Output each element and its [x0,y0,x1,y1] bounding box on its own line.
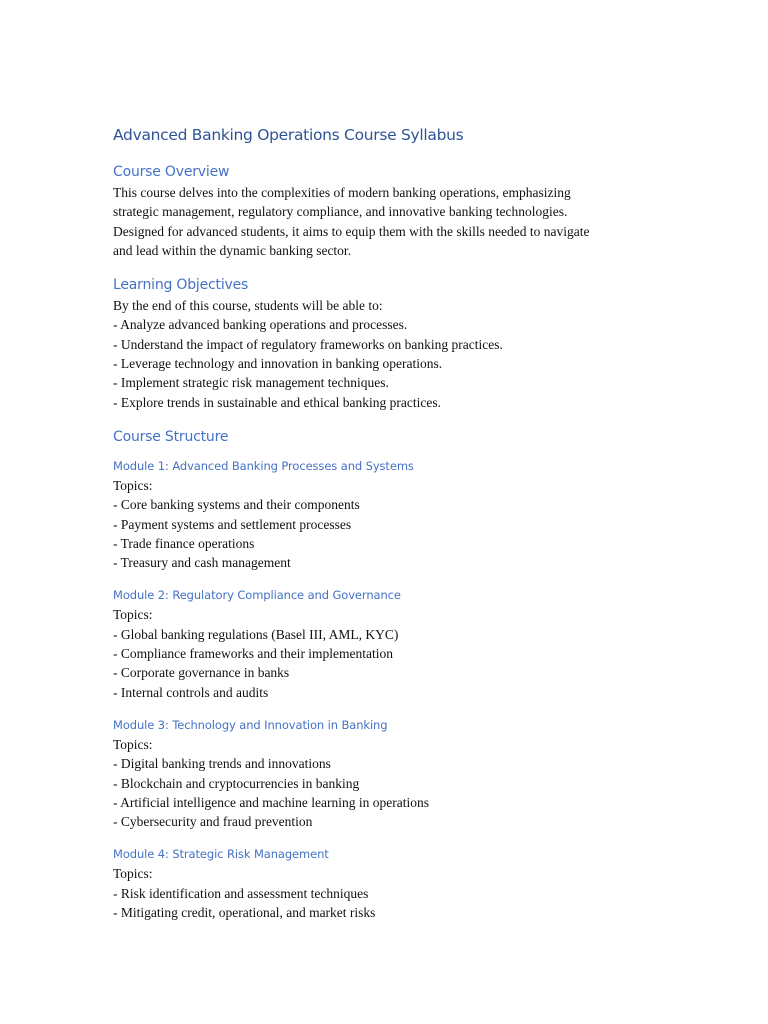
document-title: Advanced Banking Operations Course Syllabus [113,126,464,144]
objectives-intro: By the end of this course, students will be able to: [113,298,383,314]
topic-item: - Mitigating credit, operational, and market risks [113,905,376,921]
module-4 [113,844,653,922]
topic-item: - Treasury and cash management [113,555,291,571]
topic-item: - Global banking regulations (Basel III, AML, KYC) [113,626,399,642]
objective-item: - Implement strategic risk management techniques. [113,375,389,391]
topic-item: - Cybersecurity and fraud prevention [113,814,313,830]
topic-item: - Artificial intelligence and machine learning in operations [113,794,430,810]
overview-line: This course delves into the complexities of modern banking operations, emphasizing [113,185,571,200]
overview-line: and lead within the dynamic banking sector. [113,242,352,258]
document-page [113,122,653,936]
topic-item: - Blockchain and cryptocurrencies in banking [113,775,360,791]
topic-item: - Internal controls and audits [113,684,269,700]
course-structure-heading: Course Structure [113,428,229,445]
module-1-topics [113,476,653,572]
learning-objectives-heading: Learning Objectives [113,277,249,294]
topic-item: - Trade finance operations [113,535,255,551]
course-overview-section [113,161,653,260]
learning-objectives-section [113,274,653,412]
module-3-topics [113,735,653,831]
topic-item: - Risk identification and assessment techniques [113,885,369,901]
module-2-title: Module 2: Regulatory Compliance and Governance [113,588,401,603]
module-3-title: Module 3: Technology and Innovation in Banking [113,717,388,732]
objective-item: - Understand the impact of regulatory frameworks on banking practices. [113,336,503,352]
course-overview-paragraph [113,183,653,260]
topic-item: - Digital banking trends and innovations [113,756,331,772]
overview-line: strategic management, regulatory compliance, and innovative banking technologies. [113,204,568,220]
module-4-topics [113,864,653,922]
topics-label: Topics: [113,607,153,623]
module-4-title: Module 4: Strategic Risk Management [113,847,329,862]
module-1 [113,456,653,572]
objective-item: - Explore trends in sustainable and ethical banking practices. [113,394,442,410]
learning-objectives-list [113,296,653,412]
module-2-topics [113,605,653,701]
objective-item: - Leverage technology and innovation in banking operations. [113,356,443,372]
module-1-title: Module 1: Advanced Banking Processes and Systems [113,458,414,473]
course-structure-section [113,426,653,922]
module-2 [113,585,653,701]
topics-label: Topics: [113,477,153,493]
course-overview-heading: Course Overview [113,164,230,180]
topics-label: Topics: [113,736,153,752]
topic-item: - Compliance frameworks and their implementation [113,646,394,662]
topic-item: - Core banking systems and their components [113,497,360,513]
module-3 [113,715,653,831]
topic-item: - Payment systems and settlement processes [113,516,352,532]
topics-label: Topics: [113,866,153,882]
objective-item: - Analyze advanced banking operations and processes. [113,317,408,333]
overview-line: Designed for advanced students, it aims to equip them with the skills needed to navigate [113,223,590,239]
topic-item: - Corporate governance in banks [113,665,290,681]
